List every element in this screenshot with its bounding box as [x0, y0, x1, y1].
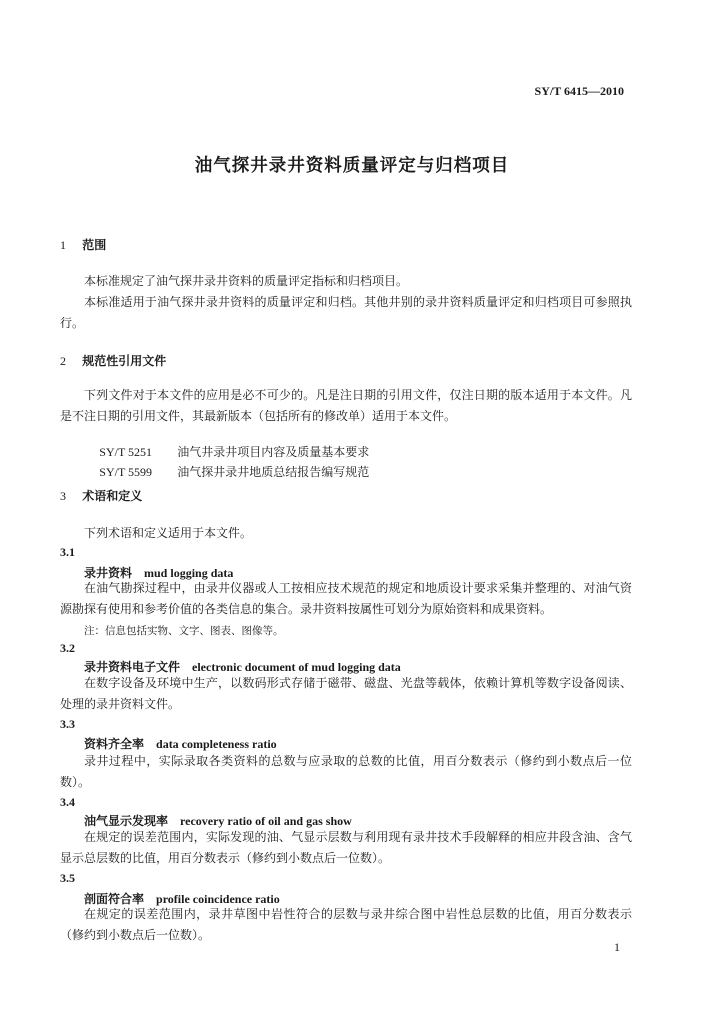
section-1-paragraph-2: 本标准适用于油气探井录井资料的质量评定和归档。其他井别的录井资料质量评定和归档项目可参照执行。: [60, 295, 632, 330]
section-number: 1: [60, 238, 66, 252]
page-number: 1: [614, 940, 620, 954]
reference-title: 油气探井录井地质总结报告编写规范: [177, 465, 370, 479]
term-chinese: 录井资料: [84, 566, 133, 580]
section-2-paragraph-1: 下列文件对于本文件的应用是必不可少的。凡是注日期的引用文件，仅注日期的版本适用于本文件。凡是不注日期的引用文件，其最新版本（包括所有的修改单）适用于本文件。: [60, 388, 632, 423]
section-number: 2: [60, 354, 66, 368]
section-title: 规范性引用文件: [82, 354, 167, 368]
term-definition: 在规定的误差范围内，录井草图中岩性符合的层数与录井综合图中岩性总层数的比值，用百分数表示（修约到小数点后一位数）。: [60, 907, 632, 942]
section-1-paragraph-1: 本标准规定了油气探井录井资料的质量评定指标和归档项目。: [84, 274, 409, 288]
term-note: 注：信息包括实物、文字、图表、图像等。: [84, 625, 284, 637]
term-number: 3.4: [60, 795, 75, 809]
section-number: 3: [60, 489, 66, 503]
term-number: 3.1: [60, 545, 75, 559]
reference-code: SY/T 5251: [99, 445, 153, 459]
term-english: recovery ratio of oil and gas show: [180, 814, 352, 828]
term-heading: [84, 735, 277, 752]
reference-title: 油气井录井项目内容及质量基本要求: [177, 445, 370, 459]
term-definition: 在规定的误差范围内，实际发现的油、气显示层数与利用现有录井技术手段解释的相应井段含油、含气显示总层数的比值，用百分数表示（修约到小数点后一位数）。: [60, 830, 632, 865]
section-2-heading: [60, 352, 166, 369]
reference-code: SY/T 5599: [99, 465, 153, 479]
term-english: data completeness ratio: [156, 737, 277, 751]
section-3-paragraph-1: 下列术语和定义适用于本文件。: [84, 526, 253, 540]
term-english: electronic document of mud logging data: [192, 660, 401, 674]
term-english: profile coincidence ratio: [156, 892, 280, 906]
term-definition: 录井过程中，实际录取各类资料的总数与应录取的总数的比值，用百分数表示（修约到小数点后一位数）。: [60, 754, 632, 789]
term-chinese: 资料齐全率: [84, 737, 145, 751]
document-title: 油气探井录井资料质量评定与归档项目: [194, 156, 510, 176]
term-definition: 在油气勘探过程中，由录井仪器或人工按相应技术规范的规定和地质设计要求采集并整理的、对油气资源勘探有使用和参考价值的各类信息的集合。录井资料按属性可划分为原始资料和成果资料。: [60, 581, 632, 616]
term-chinese: 油气显示发现率: [84, 814, 169, 828]
term-chinese: 录井资料电子文件: [84, 660, 181, 674]
term-number: 3.5: [60, 871, 75, 885]
term-definition: 在数字设备及环境中生产，以数码形式存储于磁带、磁盘、光盘等载体，依赖计算机等数字设备阅读、处理的录井资料文件。: [60, 676, 632, 711]
section-3-heading: [60, 487, 142, 504]
section-1-heading: [60, 236, 106, 253]
term-english: mud logging data: [144, 566, 234, 580]
standard-code: SY/T 6415—2010: [534, 84, 624, 98]
term-number: 3.2: [60, 641, 75, 655]
term-chinese: 剖面符合率: [84, 892, 145, 906]
section-title: 术语和定义: [82, 489, 143, 503]
term-number: 3.3: [60, 717, 75, 731]
section-title: 范围: [82, 238, 107, 252]
